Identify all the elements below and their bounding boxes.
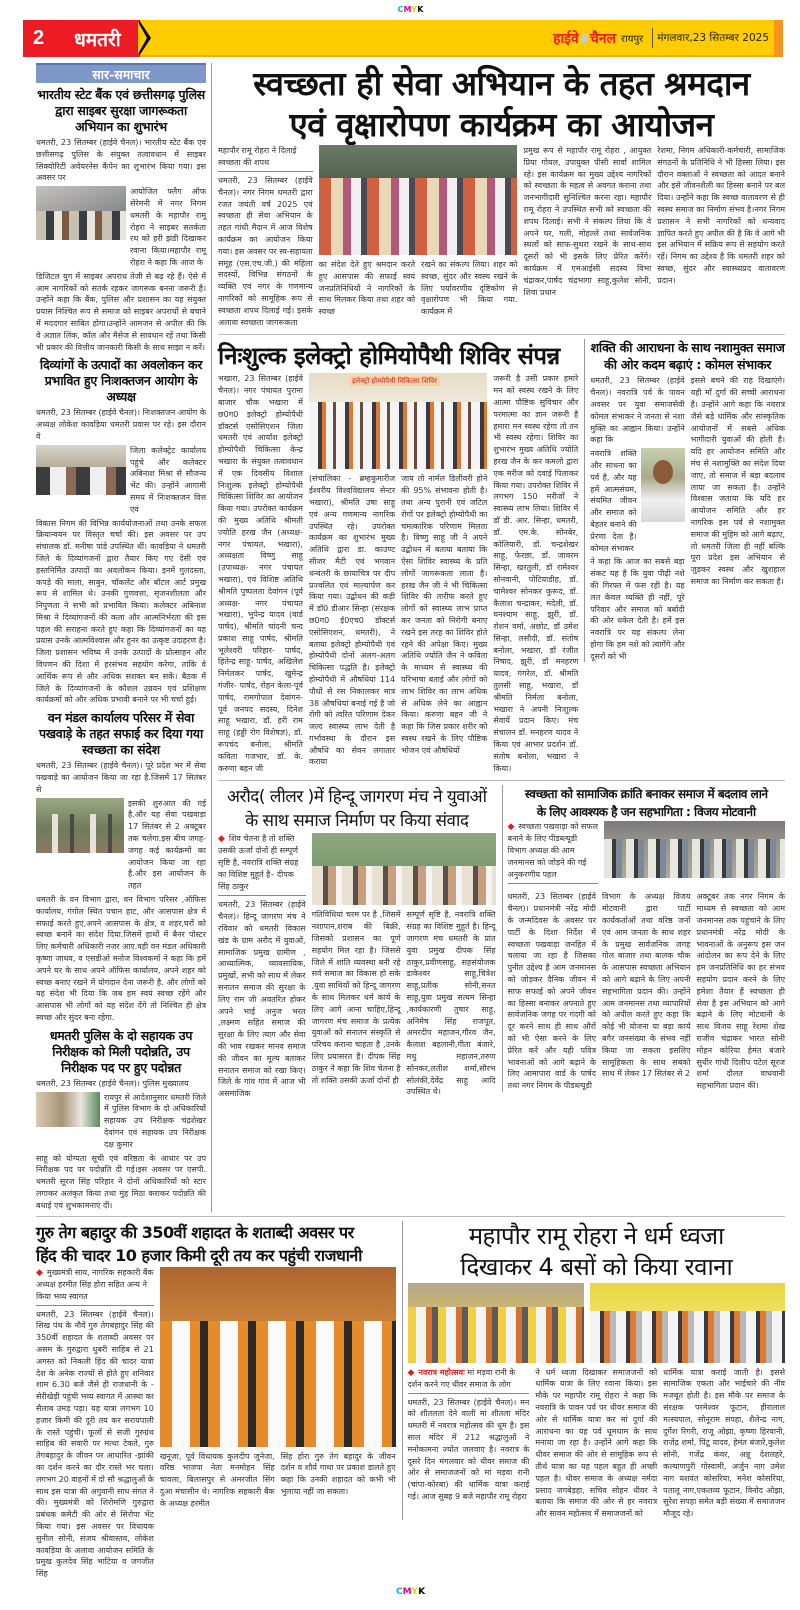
jagran-motwani-row [218, 785, 785, 1100]
lead-photo [319, 145, 518, 255]
motwani-body-row [508, 891, 786, 1092]
photo-detail [36, 467, 126, 495]
motwani-story [502, 785, 786, 1092]
jagran-col-1 [218, 833, 306, 1100]
story-intro: धमतरी, 23 सितम्बर (हाईवे चैनल)। नवरात्रि पर्व के पावन अवसर पर युवा समाजसेवी कोमल संभाकर ने जनता से नशा मुक्ति का आह्वान किया। उन्होंने कहा कि [590, 376, 685, 445]
photo-banner-text: इलेक्ट्रो होम्योपैथी चिकित्सा शिविर [349, 376, 440, 386]
story-col-3: जाय तो नार्मल डिलीवरी होने की 95% संभावना होती है। तथा अन्य पुरानी एवं जटिल रोगों पर इलेक्ट्रो होम्योपैथी का चमत्कारिक परिणाम मिलता है। विष्णु साहू जी ने अपने उद्बोधन में बताया बताया कि ऐसा शिविर स्वास्थ्य के प्रति लोगों जागरूकता लाता है। हरख जैन जी ने भी चिकित्सा शिविर की तारीफ करते हुए लोगों को स्वास्थ्य लाभ प्राप्त कर जनता को निरोगी बनाए रखने इस तरह का शिविर होते रहने की अपेक्षा किए। मुख्य अतिथि ज्योति जैन ने कविता के माध्यम से स्वास्थ्य की परिभाषा बताई और लोगों को लाभ शिविर का लाभ अधिक से अधिक लेने का आह्वान किया। करुणा बहन जी ने कहा कि जिस प्रकार शरीर को स्वस्थ रखने के लिए पौष्टिक भोजन एवं औषधियों [401, 474, 488, 755]
subhead-label: नवरात्र महोत्सवः [418, 1367, 465, 1377]
story-intro: धमतरी, 23 सितम्बर (हाईवे चैनल)। निःशक्तजन आयोग के अध्यक्ष लोकेश कावड़िया धमतरी प्रवास पर रहे। इस दौरान वे [36, 408, 206, 441]
story-headline [36, 1221, 396, 1267]
story-col-2: गतिविधियां चरम पर है ,जिसमें नशापान,शराब की बिक्री, जिसको प्रशासन का पूर्ण सहयोग मिल रहा है। जिससे जिले में शांति व्यवस्था बनी रहे सर्व समाज का विकास हो सके ,युवा साथियों को हिन्दू जागरण के साथ मिलकर धर्म कार्य के लिए आगे आना चाहिए,हिन्दू जागरण मंच समाज के प्रत्येक युवाओं को सनातन संस्कृति से परिचय कराना चाहता है ,उनके लिए प्रयासरत है। दीपक सिंह ठाकुर ने कहा कि शिव चेतना है तो शक्ति उसकी ऊर्जा दोनों ही [311, 910, 401, 1085]
subhead-text: मुख्यमंत्री साय, नागरिक सहकारी बैंक अध्यक्ष हरमीत सिंह होरा सहित अन्य ने किया भव्य स्वागत [36, 1267, 154, 1301]
bullet-icon: ◆ [218, 834, 225, 845]
lead-story-col-1 [218, 145, 313, 328]
story-headline [408, 1221, 785, 1283]
headline-line-2: एवं वृक्षारोपण कार्यक्रम का आयोजन [289, 105, 714, 144]
page-bottom-row [36, 1221, 785, 1580]
portrait-face [653, 460, 673, 484]
story-body: डिजिटल युग में साइबर अपराध तेजी से बढ़ रहे हैं। ऐसे में आम नागरिकों को सतर्क रहकर जागरूक बनना जरूरी है। उन्होंने कहा कि बैंक, पुलिस और प्रशासन का यह संयुक्त प्रयास निश्चित रूप से समाज को साइबर अपराधों से बचाने में मददगार साबित होगा।उन्होंने आमजन से अपील की कि वे अज्ञात लिंक, कॉल और मैसेज से सावधान रहें तथा किसी भी प्रकार की वित्तीय जानकारी किसी के साथ साझा न करें। [36, 271, 206, 352]
story-headline [508, 785, 786, 821]
story-col-2: (संचालिका - ब्रम्हकुमारीज ईश्वरीय विश्वविद्यालय सेन्टर भखारा), श्रीमति उषा साहू एवं अन्य गणमान्य नागरिक उपस्थित रहे। उपरोक्त कार्यक्रम का शुभारंभ मुख्य अतिथि द्वारा डा. काउण्ट सीजर मैटी एवं भगवान धन्वंतरी के छायाचित्र पर दीप प्रज्वलित एवं माल्यार्पण कर किया गया। उद्बोधन की कड़ी में डॉ0 डीआर सिन्हा (संरक्षक छ0ग0 ई0एच0 डॉक्टर्स एसोसिएशन, धमतरी), ने बताया इलेक्ट्रो होम्योपैथी एवं होम्योपैथी दोनों अलग-अलग चिकित्सा पद्धति है। इलेक्ट्रो होम्योपैथी में औषधियां 114 पौधों से रस निकालकर मात्र 38 औषधियां बनाई गई है जो रोगी को त्वरित परिणाम देकर जल्द स्वास्थ्य लाभ देती है गर्भावस्था के दौरान इस औषधि का सेवन लगातार कराया [308, 474, 396, 767]
story-col-2: विभाग के अध्यक्ष विजय मोटवानी द्वारा पार्टी कार्यकर्ताओं तथा वरिष्ठ जनों एवं आम जनता के साथ शहर के प्रमुख सार्वजनिक जगह गोल बाजार तथा बालक चौक के आसपास स्वच्छता अभियान को आगे बढ़ाने के लिए अपनी सहभागिता प्रदान की। उन्होंने आम जनमानस तथा व्यापारियों को अपील करते हुए कहा कि कोई भी योजना या बड़ा कार्य बगैर जनसंख्या के संभव नहीं किया जा सकता इसलिए सामूहिकता के साथ सबको साथ में लेकर 17 सितंबर से 2 [602, 892, 691, 1079]
story-divyang-products [36, 357, 206, 706]
jagran-photo [312, 833, 496, 905]
lead-headline [218, 63, 785, 145]
subhead-text: मां मड़वा रानी के दर्शन करने गए धीवर समाज के लोग [407, 1367, 516, 1389]
homeo-komal-row [218, 339, 785, 774]
print-registration-mark-top [36, 4, 785, 16]
section-divider [218, 334, 785, 335]
story-col-1: धमतरी, 23 सितम्बर (हाईवे चैनल)। प्रधानमंत्री नरेंद्र मोदी के जन्मदिवस के अवसर पर पार्टी के दिशा निर्देश में स्वच्छता पखवाड़ा जनहित में चलाया जा रहा है जिसका पुनीत उद्देश्य है आम जनमानस को जोड़कर दैनिक जीवन में साफ सफाई को अपने जीवन का हिस्सा बनाकर अपनाते हुए सार्वजनिक जगह पर गंदगी को दूर करने साथ ही साथ औरों को भी ऐसा करने के लिए प्रेरित करें और यही पवित्र भावनाओं को आगे बढ़ाने के लिए आमापारा वार्ड के पार्षद तथा नगर निगम के पीडब्ल्यूडी [507, 892, 596, 1091]
story-intro: धमतरी, 23 सितम्बर (हाईवे चैनल)। पुलिस मुख्यालय [36, 1078, 189, 1088]
story-wrap-text: इसकी शुरुआत की गई है.और यह सेवा पखवाड़ा 17 सितंबर से 2 अक्टूबर तक चलेगा.इस बीच जगह-जगह कई कार्यक्रमों का आयोजन किया जा रहा है.और इस आयोजन के तहत [128, 798, 206, 891]
story-body: साहू को योग्यता सूची एवं वरिष्ठता के आधार पर उप निरीक्षक पद पर पदोन्नति दी गई।इस अवसर पर एसपी. धमतरी सूरज सिंह परिहार ने दोनों अधिकारियों को स्टार लगाकर अलंकृत किया तथा मुंह मिठा कराकर पदोन्नति की बधाई एवं शुभकामनाएं दीं। [36, 1153, 206, 1210]
photo-detail [590, 1311, 785, 1363]
headline-line-2: के लिए आवश्यक है जन सहभागिता : विजय मोटवानी [536, 805, 756, 820]
story-col-1: धमतरी, 23 सितम्बर (हाईवे चैनल)। हिन्दू जागरण मंच ने रविवार को धमतरी विकास खंड के ग्राम अरौद में युवाओं, सामाजिक प्रमुख ग्रामीण , आध्यात्मिक, व्यावसायिक, प्रमुखों, सभी को साथ में लेकर सनातन समाज की सुरक्षा के लिए राम जी अवतरित होकर अपने भाई अनुज भरत ,लक्ष्मण सहित समाज की सुरक्षा के लिए त्याग और सेवा की भाव रखकर मानव समाज की जीवन का मूल्य बताकर सनातन समाज को रखा किए। जिले के गांव गांव में आज भी असमाजिक [218, 900, 306, 1099]
mayor-photo-row [408, 1283, 785, 1363]
story-subhead [408, 1367, 530, 1394]
komal-col-1 [590, 375, 684, 662]
guru-photo-captions [160, 1451, 396, 1510]
story-col-1: धमतरी, 23 सितम्बर (हाईवे चैनल)। सिख पंथ के नौवें गुरु तेगबहादुर सिंह की 350वीं शहादत के शताब्दी अवसर पर असम के गुरुद्वारा धुबरी साहिब से 21 अगस्त को निकली हिंद की चादर यात्रा देश के अनेक राज्यों से होते हुए शनिवार शाम 6.30 बजे जैसे ही राजधानी के - सेरीखेड़ी पहुंची भव्य स्वागत में आस्था का सैलाब उमड़ पड़ा। यह यात्रा लगभग 10 हजार किमी की दूरी तय कर सरायपाली के रास्ते पहुंची। फूलों से सजी गुरुग्रंथ साहिब की सवारी पर मत्था टेकते, गुरु तेगबहादुर के जीवन पर आधारित -झांकी का दर्शन करने का दौर रास्ते भर चला। लगभग 20 वाहनों में दो सौ श्रद्धालुओं के साथ इस यात्रा की अगुवानी साध संगत ने की। मुख्यमंत्री को शिरोमणि गुरुद्वारा प्रबंधक कमेटी की ओर से सिरोपा भेंट किया गया। इस अवसर पर विधायक सुनील सोनी, संजय श्रीवास्तव, लोकेश कावड़िया के अलावा आयोजन समिति के प्रमुख कुलदेव सिंह भाटिया व जगजीत सिंह [36, 1309, 154, 1579]
homeo-photo [309, 373, 487, 469]
story-col-3: सम्पूर्ण सृष्टि है, नवरात्रि शक्ति संग्रह का विशिष्ट मुहूर्त है। हिन्दू जागरण मंच धमतरी के प्रांत युवा प्रमुख दीपक सिंह ठाकुर,प्रवीणसाहू, सहसंयोजक डाकेश्वर साहू,चित्रेश साहू,प्रतीक सोनी,सनत साहू,युवा प्रमुख सत्यम सिन्हा ,कार्यकारणी तुषार साहू, अनिमेष सिंह राजपूत, अमरदीप महाजन,गौरव जैन, कैलाश बहलानी,गीता बंजारे, मधु महाजन,तरुण सोनकर,लतीश शर्मा,सौरभ सोलंकी,देवेंद्र साहू आदि उपस्थित थे। [406, 910, 496, 1097]
headline-line-1: गुरु तेग बहादुर की 350वीं शहादत के शताब्दी अवसर पर [36, 1222, 354, 1242]
right-area [218, 63, 785, 1106]
homeo-photo-group [309, 373, 487, 768]
story-subhead [508, 821, 599, 884]
brand-part-1: हाईवे [553, 30, 579, 47]
story-photo [36, 186, 126, 240]
jagran-photo-group [312, 833, 496, 1098]
mark-y: Y [411, 1586, 419, 1597]
wrap-row [36, 445, 206, 516]
photo-detail [319, 178, 518, 255]
story-col-2: खनूजा, पूर्व विधायक कुलदीप जुनेजा, वरिष्ठ भाजपा नेता मनमोहन सिंह चावला, बिलासपुर से अमरजीत सिंग दुआ मंचासीन थे। नागरिक सहकारी बैंक के अध्यक्ष हरमीत [159, 1451, 275, 1508]
story-photo [36, 1092, 100, 1127]
mayor-story [402, 1221, 785, 1520]
story-col-3: धार्मिक यात्रा कराई जाती है। इससे सामाजिक एकता और भाईचारे की नींव मजबूत होती है। इस मौके पर समाज के संरक्षक परमेश्वर फूटान, हीरालाल मत्स्यपाल, सोनूराम सपहा, शैलेन्द्र नाग, दुर्गेश रिगरी, राजू ओझा, कृष्णा हिरवानी, राजेंद्र शर्मा, पिंटू यादव, हेमंत बंजारे,कुलेश सोनी, गजेंद्र कंवर, अन्नू देशलहरे, कल्याणपुरी गोस्वामी, अर्जुन नाग उमेश नाग यशवंत कोसरिया, मनेश कोसरिया, पतालू नाग,एकलव्य फूटान, विनोद ओझा, सुरेश सपहा समेत बड़ी संख्या में समाजजन मौजूद रहे। [663, 1367, 785, 1519]
story-col-5: रेशमा, निगम अधिकारी-कर्मचारी, सामाजिक संगठनों के प्रतिनिधि ने भी हिस्सा लिया। इस दौरान वक्ताओं ने स्वच्छता को आदत बनाने और इसे जीवनशैली का हिस्सा बनाने पर बल दिया। उन्होंने कहा कि स्वच्छ वातावरण से ही स्वस्थ समाज का निर्माण संभव है।नगर निगम प्रशासन ने सभी नागरिकों को धन्यवाद ज्ञापित करते हुए अपील की है कि वे आगे भी इस अभियान में सक्रिय रूप से सहयोग करते रहें। निगम का उद्देश्य है कि धमतरी शहर को स्वच्छ, सुंदर और स्वास्थ्यप्रद वातावरण प्रदान। [657, 146, 785, 285]
wrap-row [36, 186, 206, 269]
mark-k: K [417, 5, 424, 14]
headline-line-2: की ओर कदम बढ़ाएं : कोमल संभाकर [604, 357, 772, 373]
photo-detail [36, 814, 124, 853]
story-headline: धमतरी पुलिस के दो सहायक उप निरीक्षक को मिली पदोन्नति, उप निरीक्षक पद पर हुए पदोन्नत [49, 1027, 193, 1075]
story-body: ने कहा कि आज का सबसे बड़ा संकट यह है कि युवा पीढ़ी नशे की गिरफ्त में फंस रही है। यह लत केवल व्यक्ति ही नहीं, पूरे परिवार और समाज को बर्बादी की ओर धकेल देती है। हमें इस नवरात्रि पर यह संकल्प लेना होगा कि हम नशे को त्यागेंगे और दूसरों को भी [590, 557, 685, 661]
guru-col-1 [36, 1267, 154, 1580]
story-headline: भारतीय स्टेट बैंक एवं छत्तीसगढ़ पुलिस द्वारा साइबर सुरक्षा जागरूकता अभियान का शुभारंभ [37, 87, 205, 134]
mayor-col-1 [408, 1367, 530, 1503]
bullet-icon: ◆ [407, 1367, 415, 1378]
mayor-body-row [408, 1367, 785, 1520]
wrap-row [590, 448, 684, 554]
mayor-photo-right [590, 1283, 785, 1363]
headline-line-2: दिखाकर 4 बसों को किया रवाना [460, 1252, 733, 1281]
story-wrap-text: आयोजित फ्लैग ऑफ सेरेमनी में नगर निगम धमतरी के महापौर रामू रोहरा ने साइबर सतर्कता रथ को हरी झंडी दिखाकर रवाना किया।महापौर रामू रोहरा ने कहा कि आज के [130, 187, 206, 267]
guru-story [36, 1221, 396, 1580]
story-intro: धमतरी, 23 सितम्बर (हाईवे चैनल)। पूरे प्रदेश भर में सेवा पखवाड़े का आयोजन किया जा रहा है.जिसमें 17 सितंबर से [36, 761, 206, 794]
subhead-text: स्वच्छता पखवाड़ा को सफल बनाने के लिए पीडब्ल्यूडी विभाग अध्यक्ष की आम जनमानस को जोड़ने की गई अनुकरणीय पहल [507, 822, 598, 880]
mayor-photo-left [408, 1283, 585, 1363]
story-col-4: जरूरी है उसी प्रकार हमारे मन को स्वस्थ रखने के लिए आत्मा पौष्टिक सुविचार और परमात्मा का ज्ञान जरूरी है हमारा मन स्वस्थ रहेगा तो तन भी स्वस्थ रहेगा। शिविर का शुभारंभ मुख्य अतिथि ज्योति हरख जैन के कर कमलो द्वारा एक मरीज को दवाई पिलाकर किया गया। उपरोक्त शिविर में लगभग 150 मरीजों ने स्वास्थ्य लाभ लिया। शिविर में डॉ डी. आर. सिन्हा, धमतरी, डॉ. एम.के. सोनबेर, कोलियारी, डॉ. चन्द्रशेखर साहू, फेरछा, डॉ. जावरम सिन्हा, खरतुली, डॉ रामेश्वर सोनवानी, पोटियाडीह, डॉ. चामेश्वर सोनकर कुरूद, डॉ. कैलाश चन्द्राकर, मंदेली, डॉ. घनश्याम साहू, झुरी, डॉ. रोशन वर्मा, अछोट, डॉ उमेश सिन्हा, लसौदी, डॉ. संतोष बनोला, भखारा, डॉ रंजीत निषाद, झुरी, डॉ मनहरण यादव, गंगरेल, डॉ. श्रीमति तुलसी साहू, भखारा, डॉ श्रीमति निर्मला बनोला, भखारा ने अपनी निःशुल्क सेवायें प्रदान किए। मंच संचालन डॉ. मनहरण यादव ने किया एवं आभार प्रदर्शन डॉ. संतोष बनोला, भखारा ने किया। [493, 374, 579, 773]
leaf-logo-icon [581, 34, 588, 43]
story-col-2: इससे बचने की राह दिखाएंगे। यही माँ दुर्गा की सच्ची आराधना है। उन्होंने आगे कहा कि नवरात्र जैसे बड़े धार्मिक और सांस्कृतिक आयोजनों में सबसे अधिक भागीदारी युवाओं की होती है। यदि हर आयोजन समिति और मंच से नशामुक्ति का संदेश दिया जाए, तो समाज में बड़ा बदलाव लाया जा सकता है। उन्होंने विश्वास जताया कि यदि हर आयोजन समिति और हर नागरिक इस पर्व से नशामुक्त समाज की मुहिम को आगे बढ़ाए, तो धमतरी जिला ही नहीं बल्कि पूरा प्रदेश इस अभियान से जुड़कर स्वस्थ और खुशहाल समाज का निर्माण कर सकता है। [690, 376, 786, 586]
photo-detail [408, 1307, 585, 1363]
lead-story [218, 63, 785, 328]
story-col-1: भखारा, 23 सितम्बर (हाईवे चैनल)। नगर पंचायत पुराना बाजार चौक भखारा में छ0ग0 इलेक्ट्रो होम्योपैथी डॉक्टर्स एसोसिएशन जिला धमतरी एवं आर्यांश इलेक्ट्रो होम्योपैथी चिकित्सा केन्द्र भखारा के संयुक्त तत्वावधान में एक दिवसीय विशाल निःशुल्क इलेक्ट्रो होम्योपैथी चिकित्सा शिविर का आयोजन किया गया। उपरोक्त कार्यक्रम की मुख्य अतिथि श्रीमती ज्योति हरख जैन (अध्यक्ष- नगर पंचायत, भखारा), अध्यक्षता विष्णु साहू (उपाध्यक्ष- नगर पंचायत भखारा), एवं विशिष्ट अतिथि श्रीमति पुष्पलता देवांगन (पूर्व अध्यक्ष- नगर पंचायत भखारा), भुपेन्द्र यादव (वार्ड पार्षद), श्रीमति चांदनी चन्द प्रकाश साहू पार्षद, श्रीमति भूलेश्वरी परिहार- पार्षद, हितेन्द्र साहू- पार्षद, अखिलेश निर्मलकर पार्षद, खुमेन्द्र गंजीर- पार्षद, रोहन केला-पूर्व पार्षद, रामगोपाल देवांगन- पूर्व जनपद सदस्य, दिनेश साहू भखारा, डॉ. हरी राम साहू (हड्डी रोग विशेषज्ञ), डॉ. रूपचंद बनोला, श्रीमति कविता गजभार, डॉ. के. करुणा बहन जी [218, 374, 303, 773]
komal-story [584, 339, 785, 662]
jagran-story [218, 785, 496, 1100]
story-col-1: धमतरी, 23 सितम्बर (हाईवे चैनल)। नगर निगम धमतरी द्वारा रजत जयंती वर्ष 2025 एवं स्वच्छता ही सेवा अभियान के तहत गांधी मैदान में आज विशेष कार्यक्रम का आयोजन किया गया। इस अवसर पर स्व-सहायता समूह (एस.एच.जी.) की महिला सदस्यों, विभिन्न संगठनों के व्यक्ति एवं नगर के गणमान्य नागरिकों को सामूहिक रूप से स्वच्छता शपथ दिलाई गई। इसके अलावा स्वच्छता जागरूकता [218, 176, 313, 327]
bullet-icon: ◆ [507, 822, 515, 833]
wrap-row [36, 798, 206, 892]
mark-c: C [397, 5, 404, 14]
chevron-inner [138, 22, 147, 54]
story-wrap-text: रायपुर से आदेशानुसार धमतरी जिले में पुलिस विभाग के दो अधिकारियों सहायक उप निरीक्षक चंद्रशेखर देवांगन एवं सहायक उप निरीक्षक दक्ष कुमार [104, 1092, 206, 1149]
jagran-photo-captions [312, 909, 496, 1098]
photo-detail [312, 866, 496, 906]
story-headline: निःशुल्क इलेक्ट्रो होमियोपैथी शिविर संपन्न [218, 342, 560, 371]
headline-line-1: अरौद( लीलर )में हिन्दू जागरण मंच ने युवाओं [226, 787, 487, 808]
headline-line-1: महापौर रामू रोहरा ने धर्म ध्वजा [468, 1221, 724, 1250]
story-body: धमतरी के वन विभाग द्वारा, वन विभाग परिसर ,ऑफिस कार्यालय, गंगोल स्थित पचान हाट, और आसपास क्षेत्र में सफाई करते हुए,अपने आसपास के क्षेत्र, व शहर,घरों को स्वच्छ बनाने का संदेश दिया.जिसमें हाथों में बैनर पोस्टर लिए कर्मचारी अधिकारी नजर आए.वही वन मंडल अधिकारी कृष्णा जाधव, व एसडीओ मनोज विश्वकर्मा ने कहा कि हमें अपने घर के साथ अपने ऑफिस कार्यालय, अपने शहर को स्वच्छ बनाए रखने में योगदान देना जरूरी है. और लोगों को यह संदेश भी दिया कि जब हम स्वयं स्वच्छ रहेंगे और आसपास भी लोगों को यह संदेश देंगे तो निश्चित ही क्षेत्र स्वच्छ और सुंदर बना रहेगा. [36, 895, 206, 1022]
story-wrap-text: नवरात्रि शक्ति और साधना का पर्व है, और यह हमें आत्मसंयम, संयमित जीवन और समाज को बेहतर बनाने की प्रेरणा देता है। कोमल संभाकर [590, 449, 637, 553]
lead-photo-group [319, 145, 518, 318]
subhead-text: शिव चेतना है तो शक्ति उसकी ऊर्जा दोनों ही सम्पूर्ण सृष्टि है, नवरात्रि शक्ति संग्रह का विशिष्ट मुहूर्त है– दीपक सिंह ठाकुर [218, 834, 299, 892]
story-col-3: रखने का संकल्प लिया। शहर को स्वच्छ, सुंदर और स्वस्थ रखने के लिए पर्यावरणीय दृष्टिकोण से वृक्षारोपण भी किया गया. कार्यक्रम में [421, 260, 518, 317]
motwani-photo [604, 821, 785, 878]
photo-detail [160, 1321, 396, 1447]
story-photo [36, 445, 126, 495]
mark-c: C [395, 1586, 403, 1597]
section-divider [36, 1216, 785, 1217]
homeo-story [218, 339, 578, 774]
mark-m: M [402, 1586, 412, 1597]
homeo-body-row [218, 373, 578, 774]
story-headline [590, 339, 785, 373]
headline-line-2: हिंद की चादर 10 हजार किमी दूरी तय कर पहुंची राजधानी [36, 1245, 362, 1265]
edition-date: मंगलवार,23 सितम्बर 2025 [657, 32, 769, 44]
headline-line-1: स्वच्छता ही सेवा अभियान के तहत श्रमदान [253, 64, 750, 103]
guru-body-row [36, 1267, 396, 1580]
section-tab [23, 20, 140, 57]
story-forest-cleanliness [36, 710, 206, 1024]
story-col-2: ने धर्म ध्वजा दिखाकर समाजजनों को धार्मिक यात्रा के लिए रवाना किया। इस मौके पर महापौर रामू रोहरा ने कहा कि नवरात्रि के पावन पर्व पर धीवर समाज की ओर से धार्मिक यात्रा कर मां दुर्गा की आराधना का यह पर्व धूमधाम के साथ मनाया जा रहा है। उन्होंने आगे कहा कि धीवर समाज की ओर से सामूहिक रूप से तीर्थ यात्रा का यह पहल बहुत ही अच्छी पहल है। धीवर समाज के अध्यक्ष नर्मदा प्रसाद जगबेड़हा, सचिव सोहन धीवर ने बताया कि समाज की ओर से हर नवरात्र और सावन महोत्सव में समाजजनों को [535, 1367, 658, 1519]
section-divider [218, 780, 785, 781]
headline-line-1: शक्ति की आराधना के साथ नशामुक्त समाज [590, 340, 785, 356]
edition-city: रायपुर [620, 34, 644, 45]
mark-m: M [403, 5, 412, 14]
story-photo [36, 798, 124, 853]
story-subhead [218, 833, 306, 896]
story-headline [218, 785, 496, 833]
brand-part-2: चैनल [589, 30, 616, 47]
bullet-icon: ◆ [36, 1267, 43, 1278]
jagran-body-row [218, 833, 496, 1100]
story-intro: धमतरी, 23 सितम्बर (हाईवे चैनल)। भारतीय स्टेट बैंक एवं छत्तीसगढ़ पुलिस के संयुक्त तत्वावधान में साइबर सिक्योरिटी अवेयरनेस कैंपेन का शुभारंभ किया गया। इस अवसर पर [36, 138, 206, 183]
story-subhead: महापौर रामू रोहरा ने दिलाई स्वच्छता की शपथ [218, 145, 313, 172]
page-masthead [23, 20, 783, 57]
page-top-grid [36, 63, 785, 1212]
photo-detail [309, 402, 487, 469]
lead-body-row [218, 145, 785, 328]
story-wrap-text: जिला कलेक्ट्रेट कार्यालय पहुंचे और कलेक्टर अबिनाश मिश्रा से सौजन्य भेंट की। उन्होंने आगामी समय में निःशक्तजन वित्त एवं [130, 445, 206, 514]
komal-body-row [590, 375, 785, 662]
komal-portrait-photo [641, 448, 685, 522]
story-col-2: का संदेश देते हुए श्रमदान करते हुए आसपास की सफाई स्वयं जनप्रतिनिधियों ने नागरिकों के साथ मिलकर किया तथा शहर को स्वच्छ [318, 260, 416, 317]
story-headline: वन मंडल कार्यालय परिसर में सेवा पखवाड़े के तहत सफाई कर दिया गया स्वच्छता का संदेश [39, 710, 203, 758]
masthead-meta [553, 28, 769, 48]
story-subhead [36, 1267, 154, 1306]
story-cyber-security [36, 87, 206, 353]
story-col-1: धमतरी, 23 सितम्बर (हाईवे चैनल)। मन को शीतलता देने वाली मां शीतला मंदिर धमतरी में नवरात्र महोत्सव की धूम है। इस साल मंदिर में 212 श्रद्धालुओं ने मनोकामना ज्योत जलवाए है। नवरात्र के दूसरे दिन मंगलवार को धीवर समाज की ओर से समाजजनों को मां मड़वा रानी (चांपा-कोरबा) की धार्मिक यात्रा कराई गई। आज सुबह 9 बजे महापौर रामू रोहरा [407, 1397, 530, 1501]
guru-photo-group [160, 1267, 396, 1510]
homeo-photo-captions [309, 473, 487, 768]
headline-line-2: के साथ समाज निर्माण पर किया संवाद [245, 811, 469, 832]
mark-k: K [418, 1586, 426, 1597]
headline-line-1: स्वच्छता को सामाजिक क्रांति बनाकर समाज में बदलाव लाने [524, 787, 768, 802]
newspaper-brand [553, 29, 616, 48]
story-col-4: प्रमुख रूप से महापौर रामू रोहरा , आयुक्त प्रिया गोयल, उपायुक्त पीसी सार्वा शामिल रहे। इस कार्यक्रम का मुख्य उद्देश्य नागरिकों को स्वच्छता के महत्व से अवगत कराना तथा जनभागीदारी सुनिश्चित करना रहा। महापौर रामू रोहरा ने उपस्थित सभी को स्वच्छता की शपथ दिलाई। सभी ने संकल्प लिया कि वे अपने घर, गली, मोहल्ले तथा सार्वजनिक स्थलों को साफ-सुथरा रखने के साथ-साथ दूसरों को भी इसके लिए प्रेरित करेंगे।कार्यक्रम में एमआईसी सदस्य विभा चंद्राकर,पार्षद चंद्रभागा साहू,कुलेश सोनी, शिवा प्रधान [523, 146, 652, 297]
divider [652, 28, 653, 48]
story-body: विकास निगम की विभिन्न कार्ययोजनाओं तथा उनके सफल क्रियान्वयन पर विस्तृत चर्चा की। इस अवसर पर उप संचालक डॉ. मनीषा पांडे उपस्थित थीं। कावड़िया ने धमतरी जिले के दिव्यांगजनों द्वारा तैयार किए गए देसी एवं हस्तनिर्मित उत्पादों का अवलोकन किया। इनमें गुलदस्ता, कपड़े की माला, साबुन, चॉकलेट और बॉटल आर्ट प्रमुख रूप से शामिल थे। उनकी गुणवत्ता, सृजनशीलता और निपुणता ने सभी को प्रभावित किया। कलेक्टर अबिनाश मिश्रा ने दिव्यांगजनों की कला और आत्मनिर्भरता की इस पहल की सराहना करते हुए कहा कि दिव्यांगजनों का यह प्रयास उनके आत्मविश्वास और हुनर का उत्कृष्ट उदाहरण है। जिला प्रशासन भविष्य में उनके उत्पादों के प्रोत्साहन और विपणन की दिशा में हरसंभव सहयोग करेगा, ताकि वे आर्थिक रूप से और अधिक सशक्त बन सकें। बैठक में जिले के दिव्यांगजनों के कौशल उन्नयन एवं प्रशिक्षण कार्यक्रमों को और अधिक प्रभावी बनाने पर भी चर्चा हुई। [36, 518, 206, 705]
masthead-accent [774, 20, 783, 57]
guru-photo [160, 1267, 396, 1447]
briefs-box-title: सार-समाचार [36, 63, 206, 83]
story-col-3: सिंह होरा गुरु तेग बहादुर के जीवन दर्शन व शौर्य गाथा पर प्रकाश डालते हुए कहा कि उनकी शहादत को कभी भी भुलाया नहीं जा सकता। [280, 1451, 396, 1496]
section-name: धमतरी [74, 28, 121, 51]
mark-y: Y [411, 5, 418, 14]
story-headline: दिव्यांगों के उत्पादों का अवलोकन कर प्रभावित हुए निःशक्तजन आयोग के अध्यक्ष [39, 357, 203, 405]
print-registration-mark-bottom [36, 1586, 785, 1598]
photo-detail [604, 839, 785, 879]
photo-detail [36, 211, 126, 241]
motwani-top-row [508, 821, 786, 887]
lead-photo-captions [319, 259, 518, 318]
wrap-row [36, 1092, 206, 1151]
story-col-3: अक्टूबर तक नगर निगम के माध्यम से स्वच्छता को आम जनमानस तक पहुंचाने के लिए प्रधानमंत्री नरेंद्र मोदी के भावनाओं के अनुरूप इस जन आंदोलन का रूप देने के लिए हम जनप्रतिनिधि का हर संभव सहयोग प्रदान करने के लिए हमेशा तैयार हैं स्वच्छता ही सेवा है इस अभियान को आगे बढ़ाने के लिए मोटवानी के साथ विजय साहू रेशमा शेख राजीव चंद्राकर भारत सोनी मोहन कोरिया हेमंत बंजारे सुधीर गांधी दिलीप पटेल सूरज शर्मा दौलत वाधवानी सहभागिता प्रदान की। [696, 892, 785, 1091]
motwani-subhead-col [508, 821, 599, 887]
page-number: 2 [33, 27, 45, 49]
story-police-promotion [36, 1028, 206, 1212]
left-column-briefs [36, 63, 212, 1212]
